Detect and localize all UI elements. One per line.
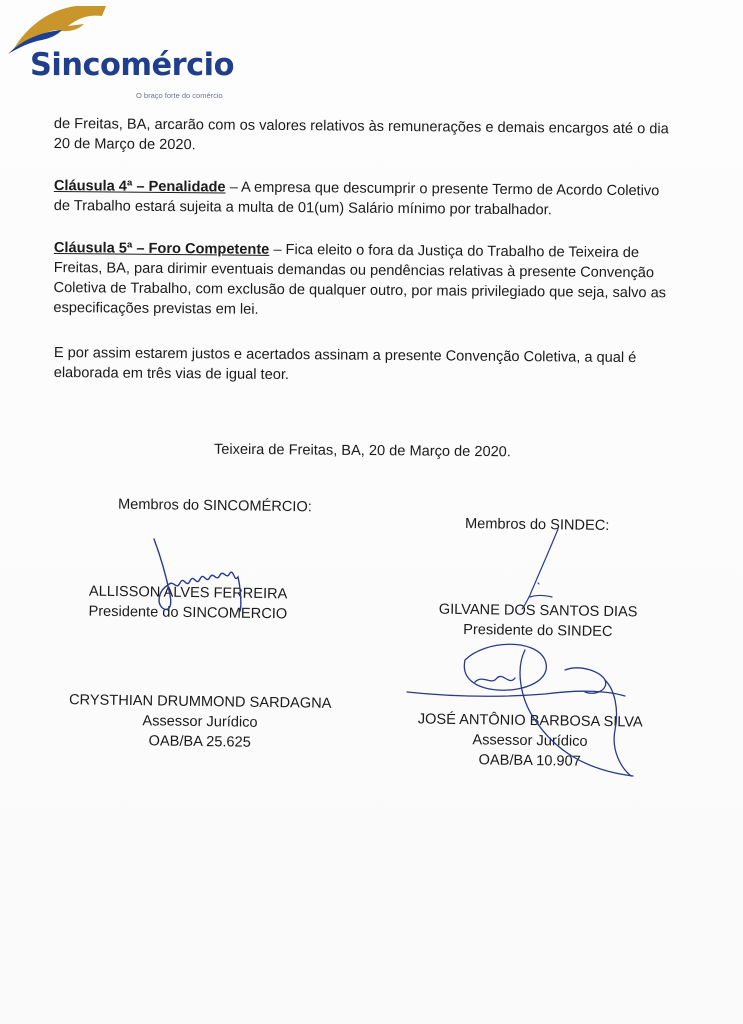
sincomercio-advisor-role: Assessor Jurídico (142, 713, 258, 731)
brand-name: Sincomércio (30, 47, 234, 83)
sincomercio-advisor-block (60, 690, 341, 754)
sindec-president-block (428, 599, 649, 642)
intro-paragraph (54, 114, 716, 160)
sindec-advisor-registration: OAB/BA 10.907 (478, 752, 581, 770)
clause-5-paragraph (53, 238, 716, 324)
sindec-president-name: GILVANE DOS SANTOS DIAS (438, 601, 638, 621)
sincomercio-president-role: Presidente do SINCOMERCIO (88, 603, 288, 623)
sindec-advisor-name: JOSÉ ANTÔNIO BARBOSA SILVA (417, 711, 643, 731)
clause-5-text-2: Freitas, BA, para dirimir eventuais demandas ou pendências relativas à presente Convenção (53, 259, 655, 282)
sincomercio-president-block (78, 581, 299, 624)
brand-tagline: O braço forte do comércio (136, 91, 223, 100)
clause-4-text-2: de Trabalho estará sujeita a multa de 01(um) Salário mínimo por trabalhador. (53, 197, 552, 219)
sincomercio-advisor-registration: OAB/BA 25.625 (148, 733, 251, 751)
sindec-advisor-role: Assessor Jurídico (472, 732, 588, 750)
sincomercio-members-heading: Membros do SINCOMÉRCIO: (117, 496, 312, 516)
closing-paragraph (54, 343, 716, 389)
closing-line-1: E por assim estarem justos e acertados assinam a presente Convenção Coletiva, a qual é (53, 344, 637, 367)
place-date: Teixeira de Freitas, BA, 20 de Março de 2020. (213, 441, 511, 461)
sincomercio-logo (6, 2, 256, 102)
sindec-advisor-block (405, 709, 656, 772)
sincomercio-advisor-name: CRYSTHIAN DRUMMOND SARDAGNA (68, 692, 332, 712)
clause-5-title: Cláusula 5ª – Foro Competente (53, 239, 270, 258)
intro-line-2: 20 de Março de 2020. (53, 135, 196, 154)
intro-line-1: de Freitas, BA, arcarão com os valores relativos às remunerações e demais encargos até o dia (53, 115, 669, 138)
clause-4-text-1: – A empresa que descumprir o presente Termo de Acordo Coletivo (225, 179, 660, 200)
clause-4-paragraph (54, 176, 716, 222)
clause-4-title: Cláusula 4ª – Penalidade (53, 177, 226, 196)
sindec-members-heading: Membros do SINDEC: (464, 515, 610, 535)
sindec-president-role: Presidente do SINDEC (463, 621, 613, 641)
clause-5-text-4: especificações previstas em lei. (53, 299, 259, 318)
closing-line-2: elaborada em três vias de igual teor. (53, 364, 290, 384)
clause-5-text-1: – Fica eleito o fora da Justiça do Trabalho de Teixeira de (269, 241, 640, 262)
sincomercio-president-name: ALLISSON ALVES FERREIRA (88, 583, 288, 603)
clause-5-text-3: Coletiva de Trabalho, com exclusão de qualquer outro, por mais privilegiado que seja, salvo as (53, 279, 667, 302)
